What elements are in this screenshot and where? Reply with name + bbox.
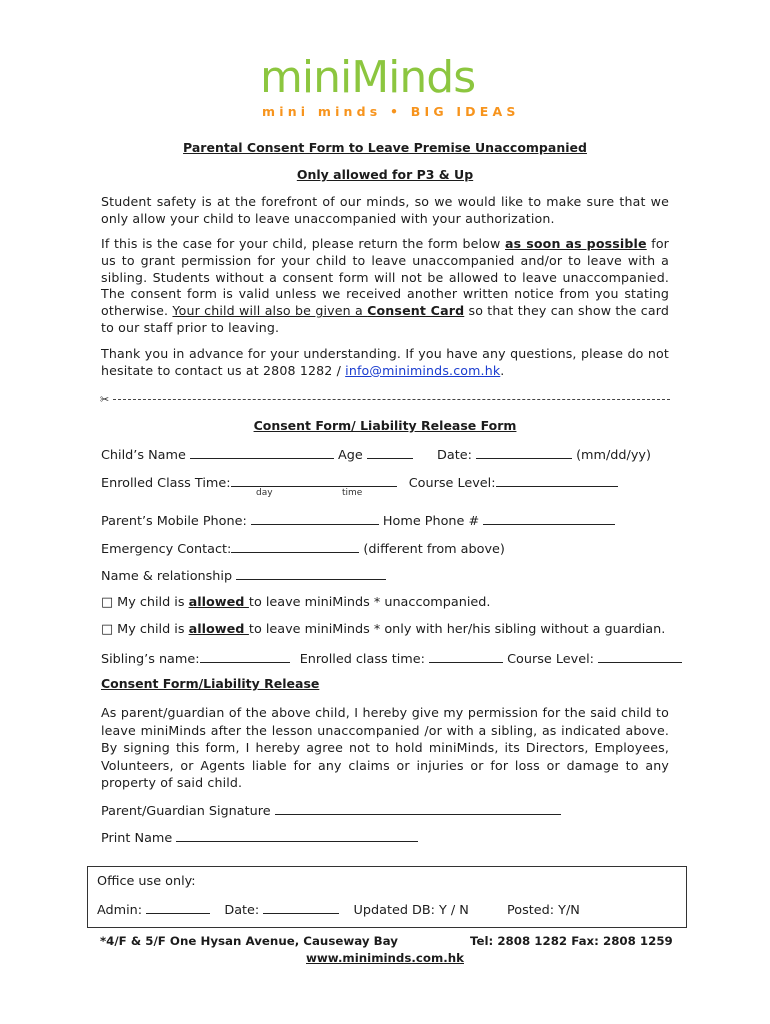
office-date-label: Date: [224, 903, 260, 918]
date-field[interactable] [476, 446, 572, 459]
form-title: Parental Consent Form to Leave Premise Unaccompanied [183, 140, 587, 155]
footer-url[interactable]: www.miniminds.com.hk [306, 951, 464, 965]
p3-text-a: Thank you in advance for your understanding. If you have any questions, please do not hesitate to contact us at 2808 1282 / [101, 346, 669, 378]
opt2-text-c: to leave miniMinds * only with her/his sibling without a guardian. [248, 622, 666, 637]
updated-db: Updated DB: Y / N [353, 903, 469, 918]
logo-graphic [255, 50, 525, 125]
admin-field[interactable] [146, 901, 210, 914]
p3-text-b: . [500, 362, 505, 378]
course-level-field[interactable] [496, 474, 618, 487]
print-name-field[interactable] [176, 829, 418, 842]
sibling-level-field[interactable] [598, 650, 682, 663]
cut-line [100, 392, 670, 406]
opt2-text-a: My child is [117, 622, 189, 637]
consent-card-emphasis: Consent Card [367, 303, 465, 319]
logo-tagline: mini minds • BIG IDEAS [262, 104, 520, 119]
relationship-label: Name & relationship [101, 569, 233, 584]
option-unaccompanied [101, 595, 490, 611]
office-use-label: Office use only: [97, 874, 196, 889]
p2-text-f: so that they can show the card to our staff prior to leaving. [101, 303, 669, 335]
posted: Posted: Y/N [507, 903, 580, 918]
opt1-text-c: to leave miniMinds * unaccompanied. [248, 595, 491, 610]
date-label: Date: [437, 448, 472, 463]
child-name-field[interactable] [190, 446, 334, 459]
opt2-allowed: allowed [188, 622, 249, 637]
time-hint: time [342, 488, 363, 498]
child-info-row [101, 446, 651, 464]
form-subtitle: Only allowed for P3 & Up [296, 167, 474, 182]
relationship-field[interactable] [236, 567, 386, 580]
signature-label: Parent/Guardian Signature [101, 804, 271, 819]
intro-paragraph-2 [101, 236, 669, 337]
sibling-name-field[interactable] [200, 650, 290, 663]
print-name-label: Print Name [101, 831, 173, 846]
emergency-contact-label: Emergency Contact: [101, 542, 232, 557]
date-format-hint: (mm/dd/yy) [576, 448, 651, 463]
logo-wordmark: miniMinds [260, 52, 476, 103]
scissors-icon: ✂ [100, 392, 110, 406]
print-name-row [101, 829, 418, 847]
footer-contact: Tel: 2808 1282 Fax: 2808 1259 [470, 934, 673, 948]
sibling-name-label: Sibling’s name: [101, 652, 200, 667]
emergency-contact-field[interactable] [231, 540, 359, 553]
asap-emphasis: as soon as possible [505, 236, 647, 251]
child-name-label: Child’s Name [101, 448, 186, 463]
intro-paragraph-1: Student safety is at the forefront of our minds, so we would like to make sure that we only allow your child to leave unaccompanied with your authorization. [101, 194, 669, 226]
class-time-label: Enrolled Class Time: [101, 476, 231, 491]
checkbox-unaccompanied[interactable]: □ [101, 595, 114, 610]
home-phone-label: Home Phone # [382, 514, 480, 529]
release-heading: Consent Form/Liability Release [101, 676, 320, 691]
emergency-row [101, 540, 505, 558]
footer-address: *4/F & 5/F One Hysan Avenue, Causeway Bay [100, 934, 398, 948]
age-label: Age [338, 448, 363, 463]
sibling-level-label: Course Level: [507, 652, 594, 667]
miniminds-logo [255, 50, 525, 125]
class-time-field[interactable] [231, 474, 397, 487]
opt1-text-a: My child is [117, 595, 189, 610]
p2-text-d: Your child will also be given a [172, 303, 368, 319]
release-paragraph: As parent/guardian of the above child, I hereby give my permission for the said child to leave miniMinds after the lesson unaccompanied /or with a sibling, as indicated above. By signing this form, I hereby agree not to hold miniMinds, its Directors, Employees, Volunteers, or Agents liable for any claims or injuries or for loss or damage to any property of said child. [101, 705, 669, 791]
dashed-divider [113, 399, 670, 400]
p2-text-a: If this is the case for your child, please return the form below [101, 236, 505, 251]
signature-field[interactable] [275, 802, 561, 815]
mobile-phone-label: Parent’s Mobile Phone: [101, 514, 247, 529]
course-level-label: Course Level: [408, 476, 496, 491]
office-use-box [87, 866, 687, 928]
age-field[interactable] [367, 446, 413, 459]
intro-paragraph-3 [101, 346, 669, 380]
email-link[interactable]: info@miniminds.com.hk [345, 362, 501, 378]
relationship-row [101, 567, 386, 585]
opt1-allowed: allowed [188, 595, 249, 610]
phone-row [101, 512, 615, 530]
day-hint: day [256, 488, 273, 498]
consent-form-heading: Consent Form/ Liability Release Form [253, 418, 517, 433]
home-phone-field[interactable] [483, 512, 615, 525]
office-date-field[interactable] [263, 901, 339, 914]
mobile-phone-field[interactable] [251, 512, 379, 525]
sibling-class-field[interactable] [429, 650, 503, 663]
emergency-note: (different from above) [363, 542, 505, 557]
sibling-class-label: Enrolled class time: [299, 652, 425, 667]
option-with-sibling [101, 622, 665, 638]
checkbox-with-sibling[interactable]: □ [101, 622, 114, 637]
signature-row [101, 802, 561, 820]
admin-label: Admin: [97, 903, 143, 918]
p2-text-c: for us to grant permission for your child to leave unaccompanied and/or to leave with a sibling. Students without a consent form will not be allowed to leave unaccompanied. The consent form is valid unless we received another written notice from you stating otherwise. [101, 236, 670, 319]
sibling-row [101, 650, 682, 668]
office-use-row [97, 901, 580, 918]
